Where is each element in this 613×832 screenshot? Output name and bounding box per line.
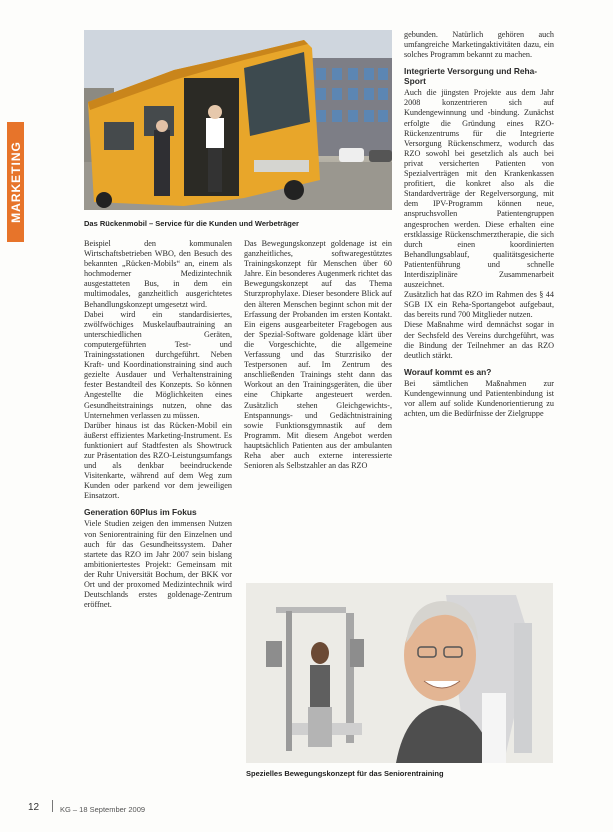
subheading: Integrierte Versorgung und Reha-Sport [404, 66, 538, 87]
paragraph: Das Bewegungskonzept goldenage ist ein ganzheitliches, softwaregestütztes Trainingskonzept für Menschen über 60 Jahre. Ein besonderes Augenmerk richtet das Bewegungskonzept auf das Thema Sturzprophylaxe. Dieser besondere Blick auf den älteren Menschen beginnt schon mit der Erfassung der Probanden im ersten Kontakt. Ein eigens ausgearbeiteter Fragebogen aus der Spezial-Software goldenage klärt über die Vorgeschichte, die allgemeine Verfassung und das Sturzrisiko der Testpersonen auf. Im Zentrum des anschließenden Trainings steht dann das Workout an den Trainingsgeräten, die über eine Chipkarte angesteuert werden. Zusätzlich stehen Gleichgewichts-, Entspannungs- und Gedächtnistraining sowie Funktionsgymnastik auf dem Programm. Mit diesem Angebot werden hauptsächlich Patienten aus der ambulanten Reha aber auch externe interessierte Senioren als Selbstzahler an das RZO [244, 239, 392, 471]
bus-illustration [84, 30, 392, 210]
photo-caption: Das Rückenmobil – Service für die Kunden und Werbeträger [84, 219, 299, 228]
senior-illustration [246, 583, 553, 763]
paragraph: Dabei wird ein standardisiertes, zwölfwöchiges Muskelaufbautraining an unterschiedlichen Geräten, computergeführten Test- und Trainingsstationen durchgeführt. Neben Kraft- und Koordinationstraining sind auch gezielte Ausdauer und Verhaltenstraining fester Bestandteil des Konzepts. So können Angestellte die Möglichkeiten eines Gesundheitstrainings nutzen, ohne das Unternehmen verlassen zu müssen. [84, 309, 232, 420]
text-column-2 [244, 239, 392, 471]
bus-photo [84, 30, 392, 210]
text-column-3 [404, 30, 554, 419]
paragraph: Diese Maßnahme wird demnächst sogar in der Sechsfeld des Vereins durchgeführt, was die Bindung der Teilnehmer an das RZO deutlich stärkt. [404, 320, 554, 360]
photo-caption: Spezielles Bewegungskonzept für das Seniorentraining [246, 769, 444, 778]
paragraph: gebunden. Natürlich gehören auch umfangreiche Marketingaktivitäten dazu, ein solches Programm bekannt zu machen. [404, 30, 554, 60]
paragraph: Beispiel den kommunalen Wirtschaftsbetrieben WBO, den Besuch des bekannten „Rücken-Mobils“ an, einem als hochmoderner Medizintechnik ausgestatteten Bus, in dem ein multimodales, ganzheitlich ausgerichtetes Behandlungskonzept umgesetzt wird. [84, 239, 232, 309]
paragraph: Darüber hinaus ist das Rücken-Mobil ein äußerst effizientes Marketing-Instrument. Es funktioniert auf Stadtfesten als Showtruck zur Präsentation des RZO-Leistungsumfangs und als denkbar beeindruckende Visitenkarte, während auf dem Weg zum Kunden oder parkend vor dem jeweiligen Einsatzort. [84, 420, 232, 501]
text-column-1 [84, 239, 232, 610]
subheading: Worauf kommt es an? [404, 366, 492, 377]
footer-divider [52, 800, 53, 812]
paragraph: Viele Studien zeigen den immensen Nutzen von Seniorentraining für den Einzelnen und auch für das Gesundheitssystem. Daher startete das RZO im Jahr 2007 sein bislang ambitioniertestes Projekt: Gemeinsam mit der Ruhr Universität Bochum, der BKK vor Ort und der proxomed Medizintechnik wird Deutschlands erstes goldenage-Zentrum eröffnet. [84, 519, 232, 610]
issue-info: KG – 18 September 2009 [60, 805, 146, 814]
paragraph: Bei sämtlichen Maßnahmen zur Kundengewinnung und Patientenbindung ist vor allem auf solide Kundenorientierung zu achten, um die Bedürfnisse der Zielgruppe [404, 378, 554, 419]
paragraph: Auch die jüngsten Projekte aus dem Jahr 2008 konzentrieren sich auf Kundengewinnung und -bindung. Zunächst erfolgte die Gründung eines RZO-Rückenzentrums für die Integrierte Versorgung Rückenschmerz, wodurch das RZO sowohl bei gesetzlich als auch bei privat versicherten Patienten von Spezialverträgen mit den Krankenkassen profitiert, die konkret also als die Standardverträge der Regelversorgung, mit dem IPV-Programm können neue, anspruchsvollen Patientengruppen angesprochen werden. Diese erhalten eine erstklassige Rückenschmerztherapie, die sich durch einen koordinierten Behandlungsablauf, qualitätsgesicherte Patientenführung und schnelle Interdisziplinäre Zusammenarbeit auszeichnet. [404, 88, 554, 290]
paragraph: Zusätzlich hat das RZO im Rahmen des § 44 SGB IX ein Reha-Sportangebot aufgebaut, das bereits rund 700 Mitglieder nutzen. [404, 290, 554, 320]
subheading: Generation 60Plus im Fokus [84, 507, 197, 518]
section-tab [7, 122, 24, 242]
section-tab-label: MARKETING [8, 141, 23, 223]
senior-photo [246, 583, 553, 763]
page-number: 12 [28, 802, 40, 813]
